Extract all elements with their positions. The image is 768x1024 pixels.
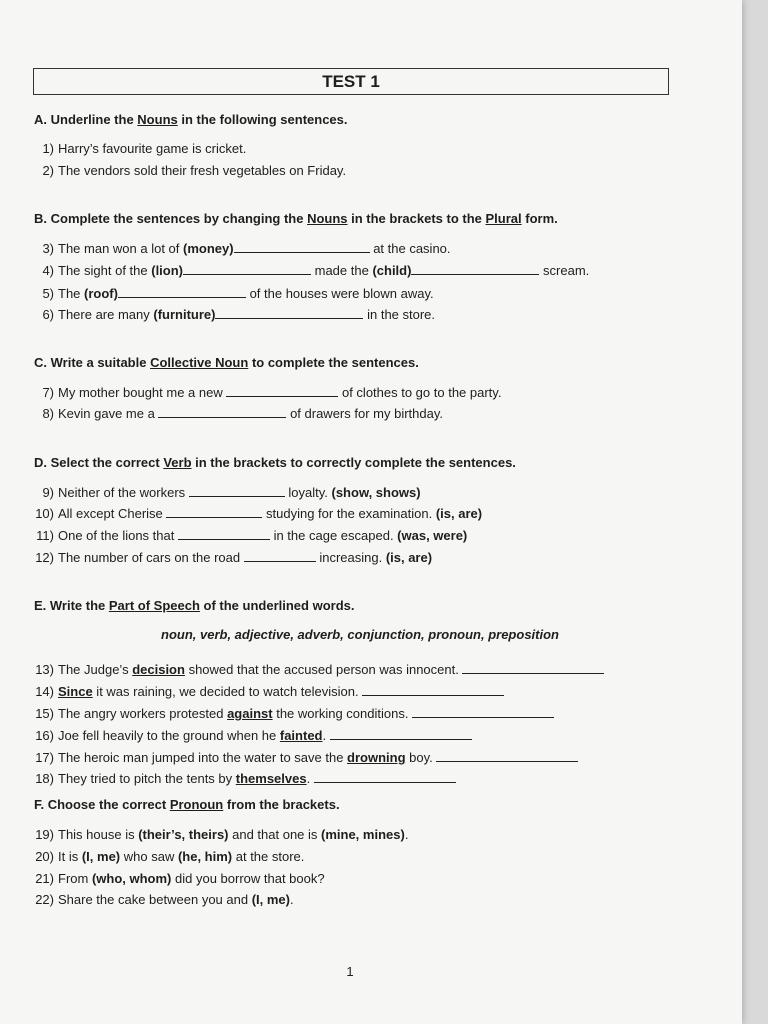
question-2: 2) The vendors sold their fresh vegetables on Friday. [42, 163, 347, 178]
answer-blank[interactable] [215, 307, 363, 319]
section-d-heading: D. Select the correct Verb in the brackets to correctly complete the sentences. [34, 455, 516, 470]
answer-blank[interactable] [314, 771, 456, 783]
question-13: 13) The Judge’s decision showed that the accused person was innocent. [26, 662, 604, 677]
question-5: 5) The (roof) of the houses were blown away. [42, 286, 434, 301]
answer-blank[interactable] [158, 406, 286, 418]
answer-blank[interactable] [178, 528, 270, 540]
question-3: 3) The man won a lot of (money) at the casino. [42, 241, 451, 256]
question-4: 4) The sight of the (lion) made the (child) scream. [42, 263, 590, 278]
question-14: 14) Since it was raining, we decided to watch television. [26, 684, 504, 699]
question-21: 21) From (who, whom) did you borrow that book? [35, 871, 325, 886]
section-a-heading: A. Underline the Nouns in the following sentences. [34, 112, 348, 127]
question-15: 15) The angry workers protested against the working conditions. [26, 706, 554, 721]
question-20: 20) It is (I, me) who saw (he, him) at the store. [35, 849, 305, 864]
question-19: 19) This house is (their’s, theirs) and that one is (mine, mines). [35, 827, 409, 842]
answer-blank[interactable] [166, 506, 262, 518]
question-6: 6) There are many (furniture) in the store. [42, 307, 436, 322]
answer-blank[interactable] [411, 263, 539, 275]
question-16: 16) Joe fell heavily to the ground when he fainted. [26, 728, 472, 743]
answer-blank[interactable] [330, 728, 472, 740]
answer-blank[interactable] [189, 485, 285, 497]
question-8: 8) Kevin gave me a of drawers for my birthday. [42, 406, 443, 421]
question-18: 18) They tried to pitch the tents by themselves. [26, 771, 456, 786]
answer-blank[interactable] [118, 286, 246, 298]
section-f-heading: F. Choose the correct Pronoun from the brackets. [34, 797, 340, 812]
section-b-heading: B. Complete the sentences by changing the Nouns in the brackets to the Plural form. [34, 211, 558, 226]
question-22: 22) Share the cake between you and (I, me). [35, 892, 294, 907]
test-title: TEST 1 [33, 68, 669, 95]
question-17: 17) The heroic man jumped into the water to save the drowning boy. [26, 750, 578, 765]
question-7: 7) My mother bought me a new of clothes to go to the party. [42, 385, 502, 400]
answer-blank[interactable] [412, 706, 554, 718]
answer-blank[interactable] [462, 662, 604, 674]
section-e-heading: E. Write the Part of Speech of the underlined words. [34, 598, 355, 613]
question-1: 1) Harry’s favourite game is cricket. [42, 141, 247, 156]
section-c-heading: C. Write a suitable Collective Noun to complete the sentences. [34, 355, 419, 370]
question-12: 12) The number of cars on the road increasing. (is, are) [35, 550, 433, 565]
parts-of-speech-list: noun, verb, adjective, adverb, conjunction, pronoun, preposition [161, 627, 559, 642]
answer-blank[interactable] [436, 750, 578, 762]
answer-blank[interactable] [226, 385, 338, 397]
answer-blank[interactable] [362, 684, 504, 696]
answer-blank[interactable] [244, 550, 316, 562]
question-11: 11) One of the lions that in the cage escaped. (was, were) [36, 528, 468, 543]
page-number: 1 [346, 964, 354, 979]
question-10: 10) All except Cherise studying for the examination. (is, are) [35, 506, 483, 521]
answer-blank[interactable] [183, 263, 311, 275]
question-9: 9) Neither of the workers loyalty. (show, shows) [42, 485, 421, 500]
answer-blank[interactable] [234, 241, 370, 253]
